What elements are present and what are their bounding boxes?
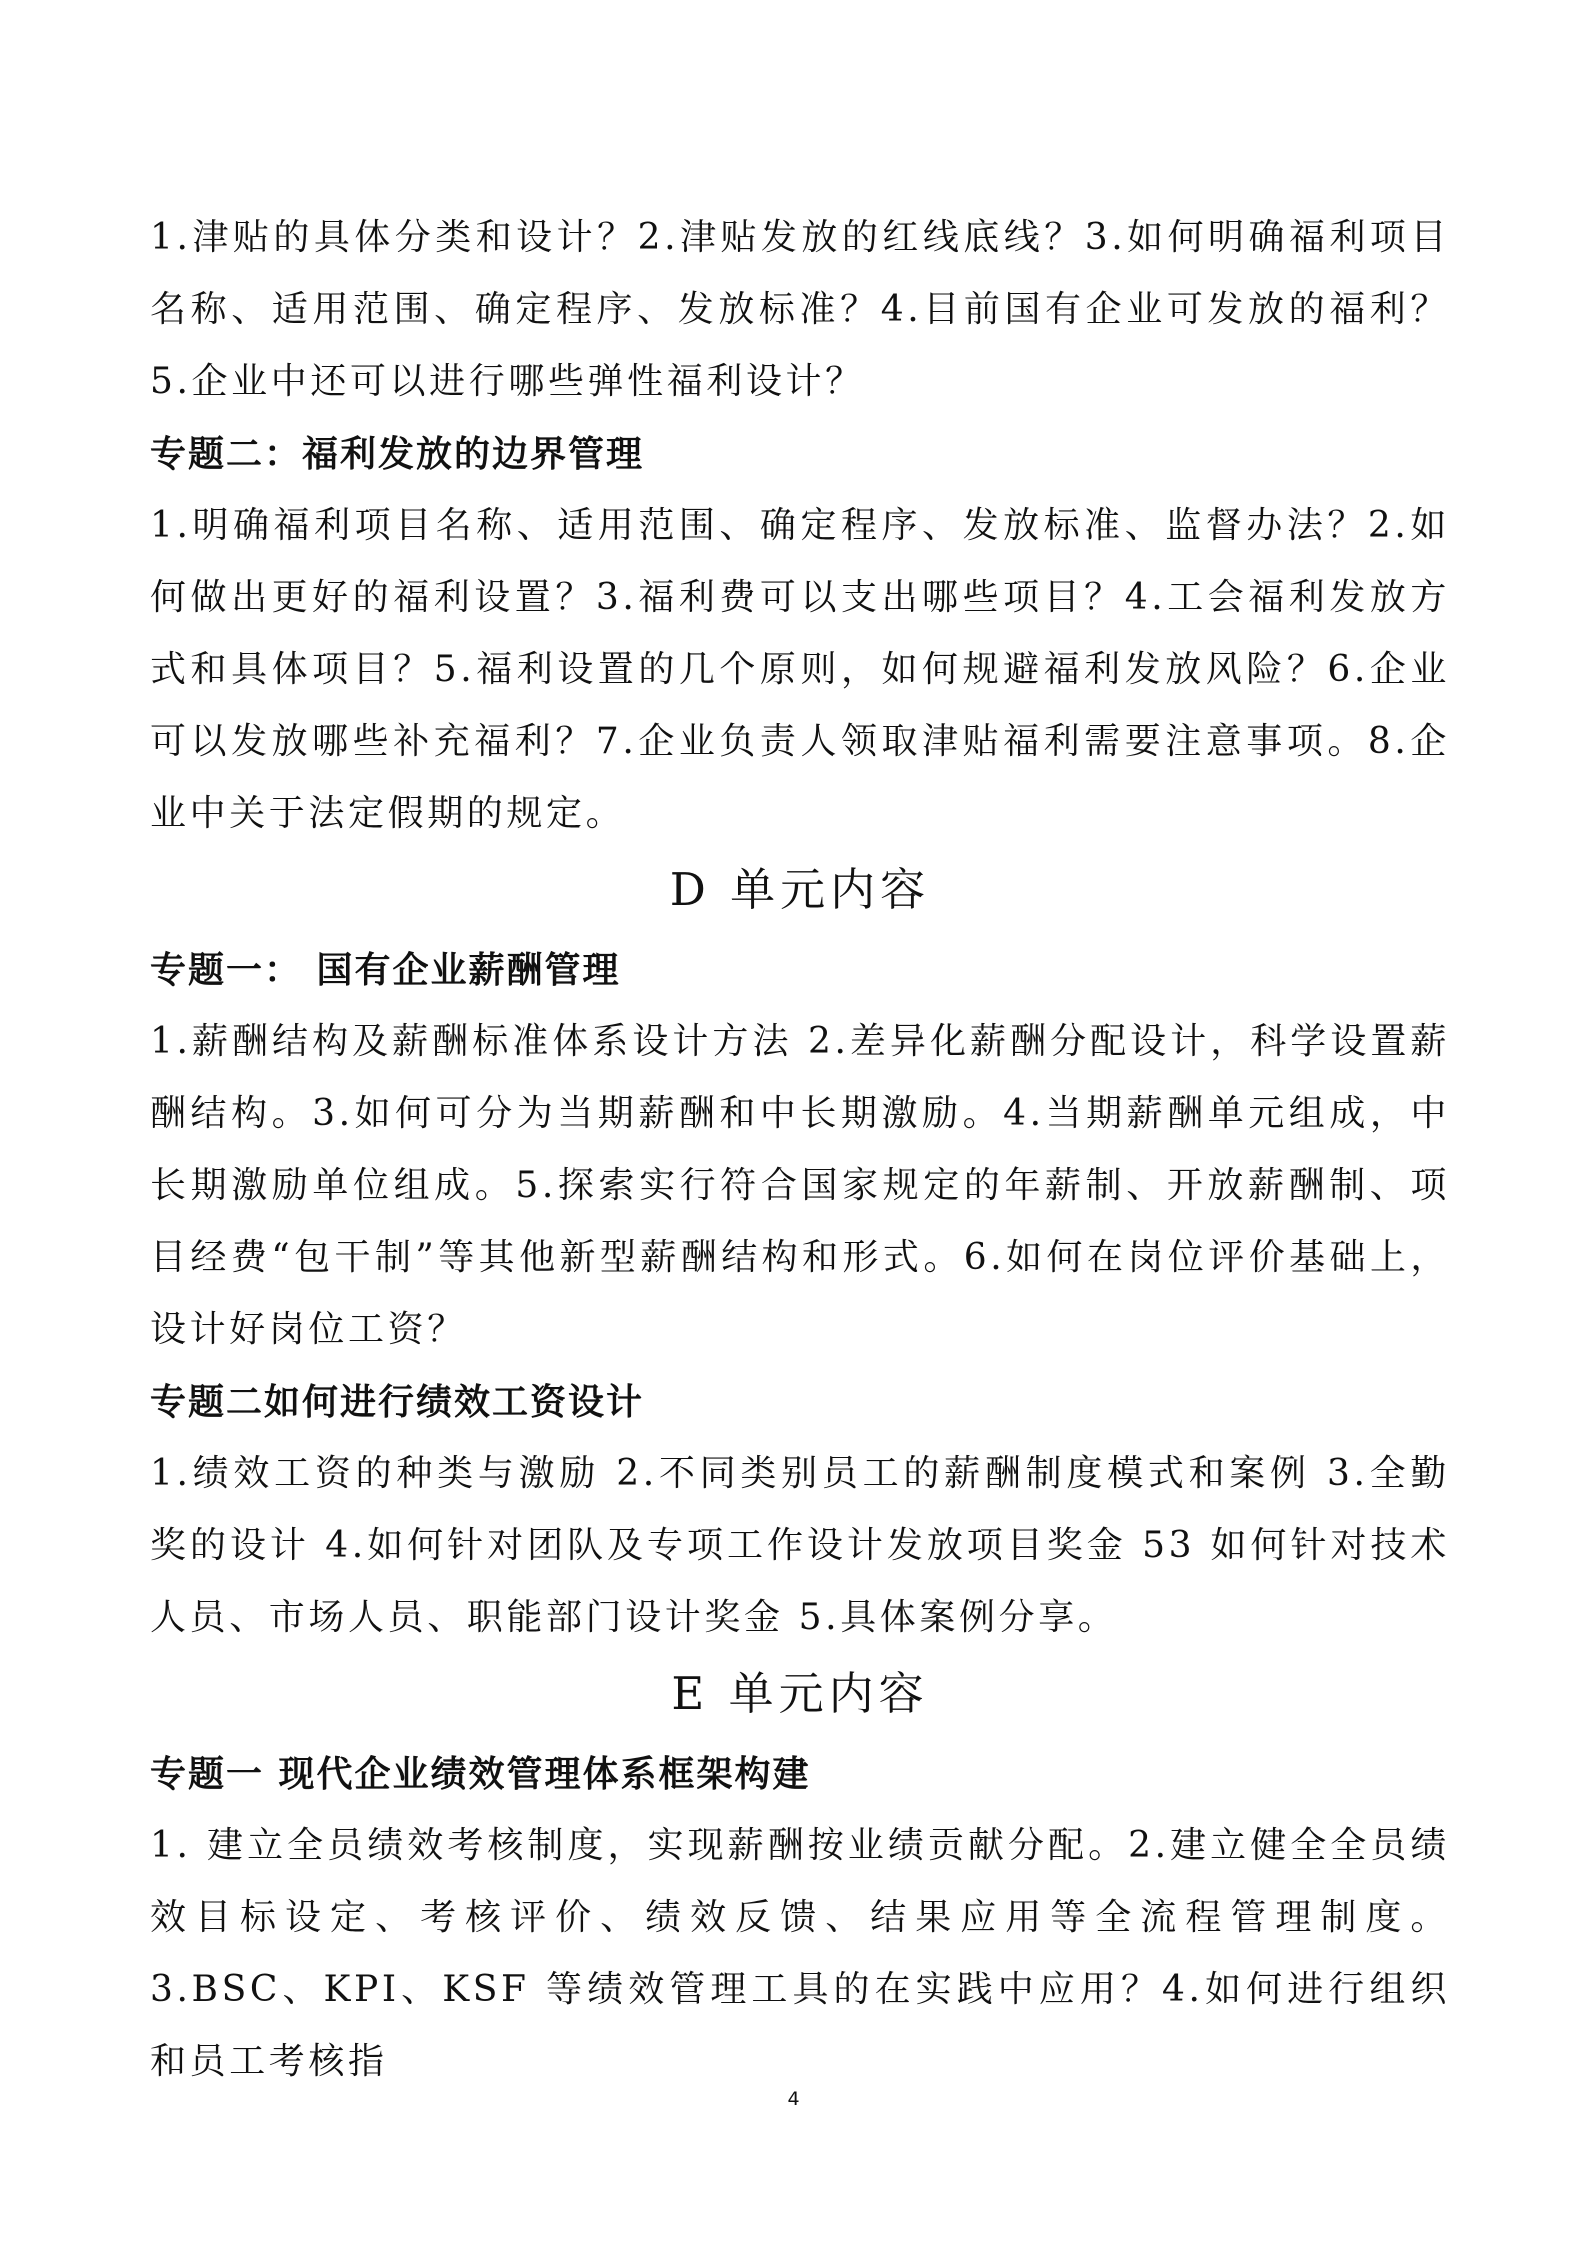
unit-d-topic2-body: 1.绩效工资的种类与激励 2.不同类别员工的薪酬制度模式和案例 3.全勤奖的设计 4.如何针对团队及专项工作设计发放项目奖金 53 如何针对技术人员、市场人员、职能部门设计奖金 5.具体案例分享。 (150, 1453, 1450, 1638)
topic-c2-heading: 专题二：福利发放的边界管理 (150, 433, 645, 475)
unit-d-topic2-heading: 专题二如何进行绩效工资设计 (150, 1381, 645, 1423)
unit-e-topic1-heading: 专题一 现代企业绩效管理体系框架构建 (150, 1753, 811, 1795)
intro-paragraph: 1.津贴的具体分类和设计？2.津贴发放的红线底线？3.如何明确福利项目名称、适用范围、确定程序、发放标准？4.目前国有企业可发放的福利？5.企业中还可以进行哪些弹性福利设计？ (150, 217, 1450, 402)
topic-c2-body: 1.明确福利项目名称、适用范围、确定程序、发放标准、监督办法？2.如何做出更好的福利设置？3.福利费可以支出哪些项目？4.工会福利发放方式和具体项目？5.福利设置的几个原则，如何规避福利发放风险？6.企业可以发放哪些补充福利？7.企业负责人领取津贴福利需要注意事项。8.企业中关于法定假期的规定。 (150, 505, 1450, 834)
unit-d-topic1-body: 1.薪酬结构及薪酬标准体系设计方法 2.差异化薪酬分配设计，科学设置薪酬结构。3.如何可分为当期薪酬和中长期激励。4.当期薪酬单元组成，中长期激励单位组成。5.探索实行符合国家规定的年薪制、开放薪酬制、项目经费“包干制”等其他新型薪酬结构和形式。6.如何在岗位评价基础上，设计好岗位工资？ (150, 1021, 1450, 1350)
unit-e-title: E 单元内容 (671, 1667, 929, 1720)
page-number: 4 (787, 2088, 800, 2110)
unit-d-topic1-heading: 专题一： 国有企业薪酬管理 (150, 949, 621, 991)
unit-e-topic1-body: 1. 建立全员绩效考核制度，实现薪酬按业绩贡献分配。2.建立健全全员绩效目标设定、考核评价、绩效反馈、结果应用等全流程管理制度。3.BSC、KPI、KSF 等绩效管理工具的在实践中应用？4.如何进行组织和员工考核指 (150, 1825, 1450, 2082)
document-page (150, 202, 1450, 2098)
unit-d-title: D 单元内容 (669, 863, 931, 916)
